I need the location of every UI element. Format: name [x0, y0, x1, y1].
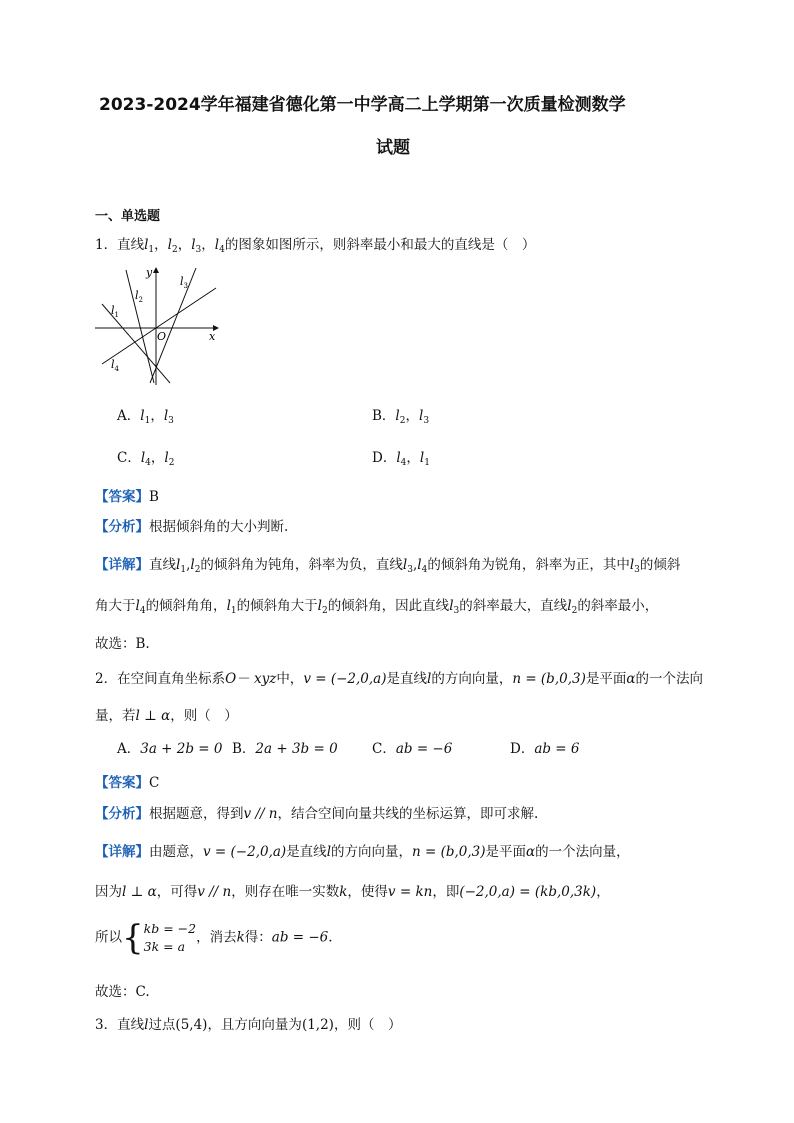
q1-stem-b: 的图象如图所示，则斜率最小和最大的直线是（ ）: [224, 237, 536, 253]
q2-stem-a: 在空间直角坐标系: [117, 671, 226, 687]
detail-n-expr: n = (b,0,3): [412, 844, 486, 860]
l2-label: $l_2$: [135, 289, 143, 304]
q3-stem-a: 直线: [117, 1017, 145, 1033]
detail-e: 的一个法向量，: [535, 844, 630, 860]
line2-parallel: v // n: [197, 884, 232, 900]
detail-p2: 的倾斜角为锐角，斜率为正，其中: [427, 557, 630, 573]
l3-label: $l_3$: [180, 275, 188, 290]
analysis-tag: 【分析】: [95, 519, 149, 535]
line2-vkn: v = kn: [387, 884, 433, 900]
q2-option-d[interactable]: [510, 737, 580, 757]
q2-stem-f: 的一个法向: [635, 671, 703, 687]
system-eq2: 3k = a: [143, 939, 186, 954]
q2-stem-line1: 2．在空间直角坐标系O－ xyz中，v = (−2,0,a)是直线l的方向向量，n = (b,0,3)是平面α的一个法向: [95, 671, 703, 687]
option-sub-a: 1: [144, 416, 151, 426]
line2-eq: (−2,0,a) = (kb,0,3k): [459, 884, 597, 900]
q1-option-a[interactable]: A．$l_1$，$l_3$: [117, 408, 174, 426]
x-label: x: [209, 330, 216, 343]
answer-tag: 【答案】: [95, 489, 149, 505]
option-label: B．: [232, 741, 256, 757]
detail-p8: 的斜率最大，直线: [459, 598, 568, 614]
option-label: D．: [372, 450, 397, 466]
line2-perp: l ⊥ α: [122, 884, 157, 900]
answer-value: B: [149, 489, 159, 505]
q2-detail-line3: 所以{kb = −2 3k = a，消去k得：ab = −6.: [95, 918, 333, 958]
q1-conclusion: 故选：B.: [95, 636, 150, 652]
y-label: y: [146, 266, 153, 279]
option-sub-b: 3: [423, 416, 430, 426]
q3-point: (5,4): [175, 1017, 208, 1033]
analysis-b: ，结合空间向量共线的坐标运算，即可求解.: [277, 806, 539, 822]
option-label: C．: [372, 741, 396, 757]
q2-stem-c: 是直线: [386, 671, 427, 687]
q2-option-a[interactable]: [117, 737, 223, 757]
q2-option-b[interactable]: [232, 737, 338, 757]
line2-d: ，使得: [347, 884, 388, 900]
section-heading: 一、单选题: [95, 209, 161, 224]
option-text: ab = −6: [395, 741, 453, 757]
option-text: 2a + 3b = 0: [255, 741, 338, 757]
detail-p6: 的倾斜角大于: [236, 598, 318, 614]
q2-stem-line2: [95, 704, 238, 724]
detail-p3: 的倾斜: [639, 557, 681, 573]
line2-b: ，可得: [156, 884, 198, 900]
q3-stem: 3．直线l过点(5,4)，且方向向量为(1,2)，则（ ）: [95, 1017, 402, 1033]
line2-a: 因为: [95, 884, 122, 900]
line-l2: [126, 270, 154, 383]
q1-option-c[interactable]: C．$l_4$，$l_2$: [117, 450, 175, 468]
line2-c: ，则存在唯一实数: [231, 884, 340, 900]
q2-option-c[interactable]: [372, 737, 452, 757]
q2-analysis: [95, 802, 538, 822]
q3-number: 3．: [95, 1017, 118, 1033]
detail-tag: 【详解】: [95, 557, 149, 573]
system-brace: {: [122, 918, 144, 958]
q2-stem-e: 是平面: [585, 671, 627, 687]
system-eq1: kb = −2: [143, 921, 197, 936]
q1-analysis: [95, 515, 288, 535]
q2-stem-g: 量，若: [95, 708, 136, 724]
q2-stem-d: 的方向向量，: [431, 671, 513, 687]
detail-a: 由题意，: [149, 844, 203, 860]
q1-stem: 1．直线$l_1$，$l_2$，$l_3$，$l_4$的图象如图所示，则斜率最小和最大的直线是（ ）: [95, 237, 536, 255]
detail-b: 是直线: [286, 844, 327, 860]
option-label: D．: [510, 741, 535, 757]
detail-p9: 的斜率最小，: [577, 598, 659, 614]
option-label: C．: [117, 450, 141, 466]
line3-b: ，消去: [196, 929, 237, 946]
option-sub-a: 4: [400, 458, 407, 468]
option-text: 3a + 2b = 0: [140, 741, 223, 757]
option-label: A．: [117, 741, 141, 757]
line3-result: ab = −6: [271, 929, 329, 946]
option-label: A．: [117, 408, 141, 424]
detail-d: 是平面: [485, 844, 527, 860]
parallel-expr: v // n: [243, 806, 278, 822]
analysis-a: 根据题意，得到: [149, 806, 244, 822]
q2-perp: l ⊥ α: [135, 708, 171, 724]
q1-option-b[interactable]: B．$l_2$，$l_3$: [372, 408, 430, 426]
option-label: B．: [372, 408, 396, 424]
option-sub-b: 3: [168, 416, 174, 426]
option-text: ab = 6: [534, 741, 580, 757]
page-title: 2023-2024学年福建省德化第一中学高二上学期第一次质量检测数学: [99, 95, 626, 115]
origin-label: O: [157, 330, 167, 343]
detail-c: 的方向向量，: [331, 844, 413, 860]
q2-detail-line2: 因为l ⊥ α，可得v // n，则存在唯一实数k，使得v = kn，即(−2,0,a) = (kb,0,3k)，: [95, 884, 610, 900]
analysis-tag: 【分析】: [95, 806, 149, 822]
q2-conclusion: 故选：C.: [95, 984, 150, 1000]
equation-system: [144, 920, 196, 956]
q1-stem-a: 直线: [117, 237, 145, 253]
line3-c: 得：: [244, 929, 272, 946]
option-sub-a: 2: [399, 416, 406, 426]
q1-detail-line2: 角大于$l_4$的倾斜角角，$l_1$的倾斜角大于$l_2$的倾斜角，因此直线$l_3$的斜率最大，直线$l_2$的斜率最小，: [95, 598, 659, 616]
detail-p4: 角大于: [95, 598, 136, 614]
line3-a: 所以: [95, 929, 122, 946]
answer-tag: 【答案】: [95, 775, 149, 791]
option-sub-b: 2: [168, 458, 175, 468]
page-title-continued: 试题: [376, 138, 410, 158]
l1-label: $l_1$: [111, 304, 119, 319]
detail-p5: 的倾斜角角，: [145, 598, 227, 614]
q3-stem-d: ，则（ ）: [333, 1017, 402, 1033]
q1-line-figure: [92, 262, 224, 387]
q2-stem-b: 中，: [276, 671, 304, 687]
q1-number: 1．: [95, 237, 118, 253]
q2-coord: O－ xyz: [225, 671, 277, 687]
answer-value: C: [149, 775, 160, 791]
line3-d: .: [328, 929, 333, 946]
line2-e: ，即: [432, 884, 460, 900]
q2-v-expr: v = (−2,0,a): [303, 671, 387, 687]
option-sub-b: 1: [424, 458, 430, 468]
line-l4: [102, 288, 216, 364]
q2-number: 2．: [95, 671, 118, 687]
line-l3: [150, 268, 196, 383]
q1-option-d[interactable]: D．$l_4$，$l_1$: [372, 450, 430, 468]
detail-p1: 的倾斜角为钝角，斜率为负，直线: [200, 557, 403, 573]
q3-dir: (1,2): [301, 1017, 334, 1033]
detail-p7: 的倾斜角，因此直线: [327, 598, 450, 614]
q2-n-expr: n = (b,0,3): [512, 671, 586, 687]
detail-tag: 【详解】: [95, 844, 149, 860]
l4-label: $l_4$: [111, 358, 119, 373]
analysis-text: 根据倾斜角的大小判断.: [149, 519, 289, 535]
q1-detail-line1: 【详解】直线$l_1,l_2$的倾斜角为钝角，斜率为负，直线$l_3,l_4$的倾斜角为锐角，斜率为正，其中$l_3$的倾斜: [95, 557, 681, 575]
q2-answer: [95, 771, 159, 791]
option-sub-a: 4: [145, 458, 151, 468]
q2-detail-line1: 【详解】由题意，v = (−2,0,a)是直线l的方向向量，n = (b,0,3)是平面α的一个法向量，: [95, 844, 630, 860]
q3-stem-b: 过点: [148, 1017, 176, 1033]
q2-stem-h: ，则（ ）: [170, 708, 238, 724]
line2-f: ，: [596, 884, 610, 900]
q1-answer: [95, 485, 159, 505]
q3-stem-c: ，且方向向量为: [207, 1017, 302, 1033]
detail-v-expr: v = (−2,0,a): [203, 844, 287, 860]
